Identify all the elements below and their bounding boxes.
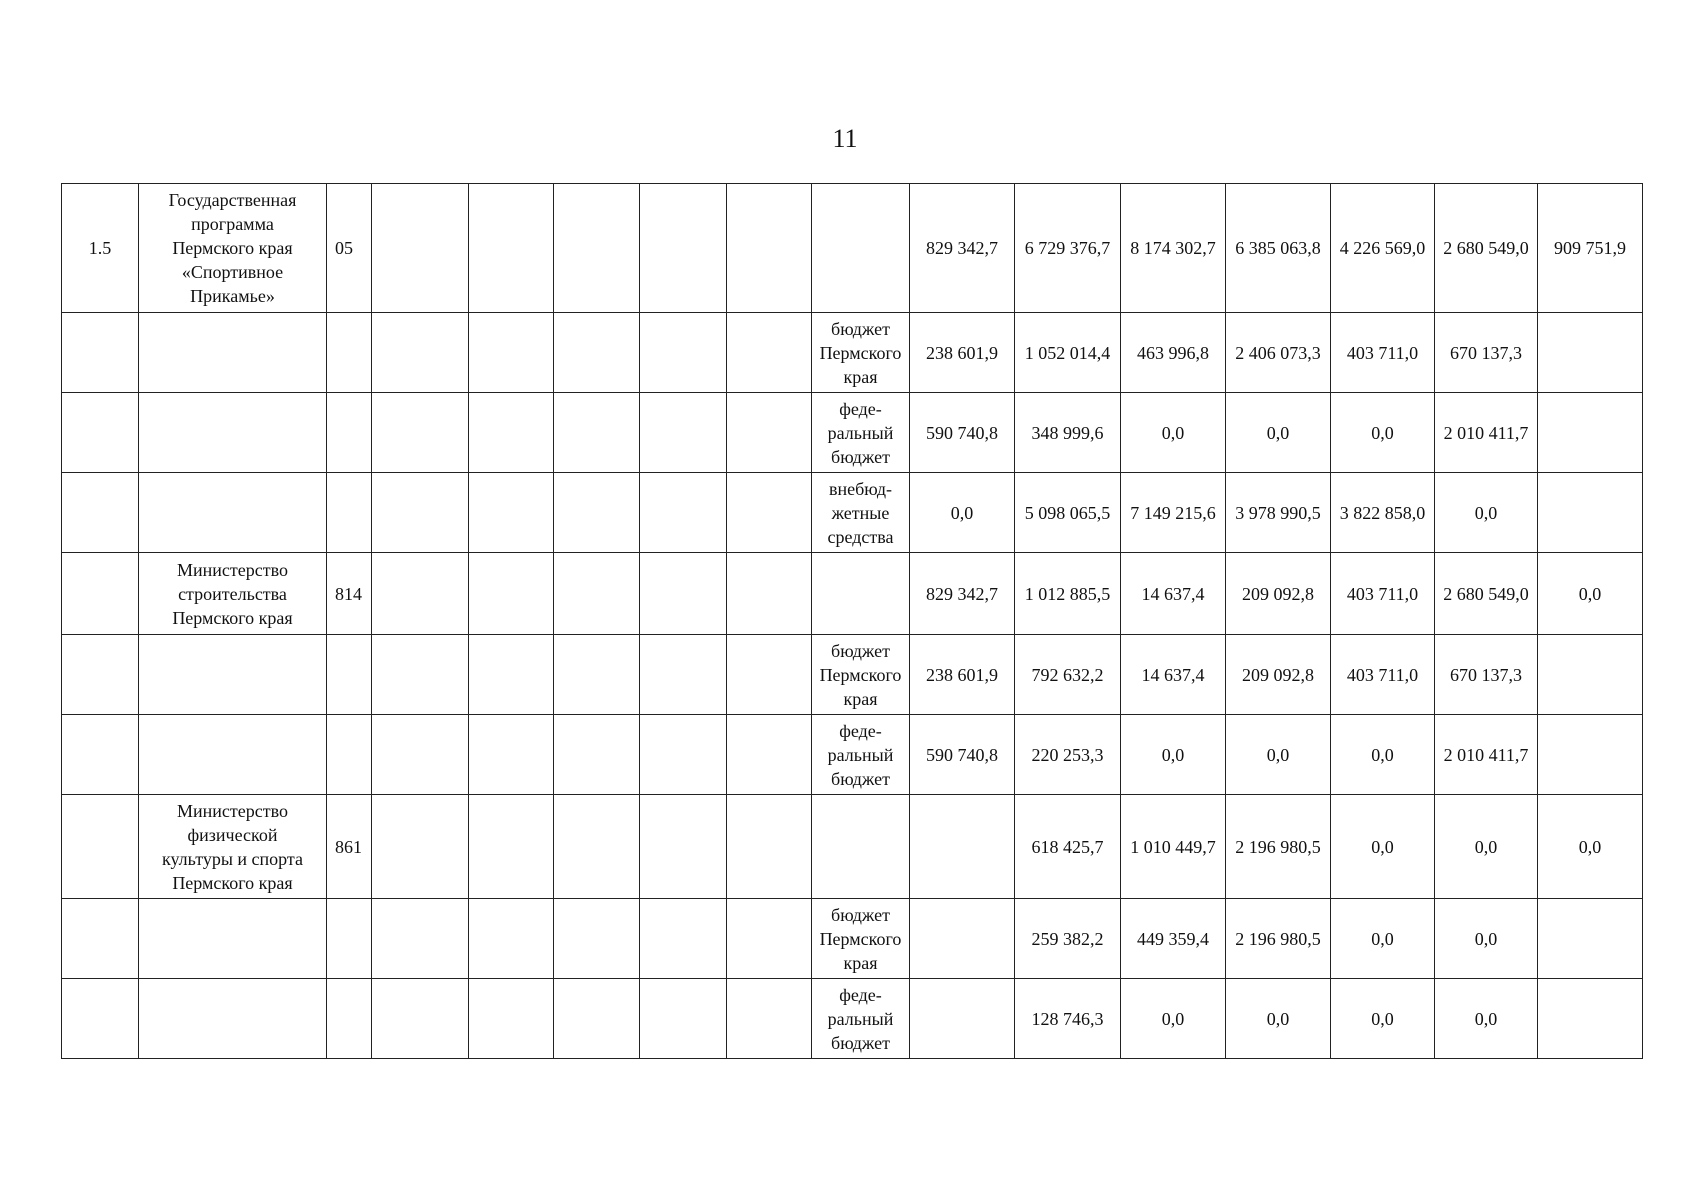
value-cell: 403 711,0 — [1331, 635, 1435, 715]
table-row — [62, 313, 1643, 393]
funding-source-line: бюджет — [831, 640, 890, 661]
row-index-cell: 1.5 — [62, 184, 139, 313]
funding-source-cell — [812, 184, 910, 313]
program-name-cell — [139, 313, 327, 393]
value-cell: 618 425,7 — [1015, 795, 1121, 899]
empty-cell — [640, 184, 727, 313]
row-index-cell — [62, 899, 139, 979]
empty-cell — [372, 473, 469, 553]
funding-source-cell — [812, 979, 910, 1059]
value-cell: 2 010 411,7 — [1435, 715, 1538, 795]
value-cell: 0,0 — [1121, 715, 1226, 795]
table-row — [62, 473, 1643, 553]
table-row — [62, 635, 1643, 715]
code-cell — [327, 979, 372, 1059]
value-cell: 449 359,4 — [1121, 899, 1226, 979]
funding-source-cell — [812, 393, 910, 473]
value-cell: 220 253,3 — [1015, 715, 1121, 795]
program-name-cell — [139, 184, 327, 313]
value-cell: 0,0 — [1121, 393, 1226, 473]
funding-source-line: бюджет — [831, 1032, 890, 1053]
row-index-cell — [62, 715, 139, 795]
program-name-line: Министерство — [177, 559, 288, 580]
empty-cell — [469, 473, 554, 553]
funding-source-line: феде- — [839, 398, 882, 419]
empty-cell — [554, 393, 640, 473]
table-row — [62, 795, 1643, 899]
empty-cell — [640, 795, 727, 899]
value-cell: 128 746,3 — [1015, 979, 1121, 1059]
program-name-line: строительства — [178, 583, 287, 604]
program-name-line: физической — [187, 824, 278, 845]
program-name-line: Пермского края — [172, 238, 293, 258]
empty-cell — [640, 635, 727, 715]
empty-cell — [554, 553, 640, 635]
empty-cell — [727, 393, 812, 473]
empty-cell — [727, 313, 812, 393]
row-index-cell — [62, 795, 139, 899]
value-cell — [1538, 635, 1643, 715]
value-cell: 5 098 065,5 — [1015, 473, 1121, 553]
row-index-cell — [62, 473, 139, 553]
value-cell: 590 740,8 — [910, 393, 1015, 473]
funding-source-line: края — [843, 688, 878, 709]
value-cell: 0,0 — [1226, 715, 1331, 795]
empty-cell — [554, 635, 640, 715]
value-cell: 0,0 — [1226, 979, 1331, 1059]
empty-cell — [469, 635, 554, 715]
funding-source-cell — [812, 553, 910, 635]
funding-source-line: ральный — [827, 744, 894, 765]
empty-cell — [469, 313, 554, 393]
page-number: 11 — [832, 124, 858, 153]
value-cell: 14 637,4 — [1121, 553, 1226, 635]
value-cell: 3 822 858,0 — [1331, 473, 1435, 553]
funding-source-line: бюджет — [831, 904, 890, 925]
empty-cell — [554, 184, 640, 313]
value-cell: 0,0 — [1331, 979, 1435, 1059]
empty-cell — [554, 313, 640, 393]
code-cell — [327, 313, 372, 393]
value-cell: 3 978 990,5 — [1226, 473, 1331, 553]
empty-cell — [727, 795, 812, 899]
value-cell: 6 729 376,7 — [1015, 184, 1121, 313]
value-cell: 0,0 — [1435, 899, 1538, 979]
table-row — [62, 979, 1643, 1059]
program-name-cell — [139, 979, 327, 1059]
value-cell: 463 996,8 — [1121, 313, 1226, 393]
value-cell: 238 601,9 — [910, 635, 1015, 715]
empty-cell — [640, 313, 727, 393]
program-name-cell — [139, 393, 327, 473]
table-row — [62, 553, 1643, 635]
funding-source-line: бюджет — [831, 318, 890, 339]
value-cell: 0,0 — [1331, 393, 1435, 473]
empty-cell — [469, 553, 554, 635]
value-cell: 1 052 014,4 — [1015, 313, 1121, 393]
empty-cell — [727, 979, 812, 1059]
value-cell: 792 632,2 — [1015, 635, 1121, 715]
value-cell: 2 196 980,5 — [1226, 795, 1331, 899]
value-cell: 0,0 — [1331, 899, 1435, 979]
value-cell: 670 137,3 — [1435, 635, 1538, 715]
value-cell: 590 740,8 — [910, 715, 1015, 795]
code-cell: 861 — [327, 795, 372, 899]
value-cell — [1538, 473, 1643, 553]
value-cell — [910, 979, 1015, 1059]
empty-cell — [640, 715, 727, 795]
program-name-line: «Спортивное — [181, 262, 284, 282]
funding-source-line: феде- — [839, 984, 882, 1005]
row-index-cell — [62, 393, 139, 473]
program-name-line: Пермского края — [172, 872, 293, 893]
funding-source-cell — [812, 313, 910, 393]
empty-cell — [372, 393, 469, 473]
value-cell: 2 406 073,3 — [1226, 313, 1331, 393]
funding-source-line: Пермского — [819, 342, 902, 363]
value-cell: 829 342,7 — [910, 184, 1015, 313]
row-index-cell — [62, 635, 139, 715]
value-cell: 403 711,0 — [1331, 313, 1435, 393]
row-index-cell — [62, 979, 139, 1059]
value-cell: 348 999,6 — [1015, 393, 1121, 473]
empty-cell — [727, 553, 812, 635]
empty-cell — [727, 635, 812, 715]
value-cell: 670 137,3 — [1435, 313, 1538, 393]
value-cell — [1538, 899, 1643, 979]
empty-cell — [372, 635, 469, 715]
value-cell: 829 342,7 — [910, 553, 1015, 635]
empty-cell — [469, 795, 554, 899]
value-cell: 0,0 — [1435, 795, 1538, 899]
empty-cell — [469, 715, 554, 795]
table-row — [62, 899, 1643, 979]
empty-cell — [640, 979, 727, 1059]
funding-source-line: бюджет — [831, 446, 890, 467]
code-cell: 05 — [327, 184, 372, 313]
value-cell: 2 680 549,0 — [1435, 184, 1538, 313]
program-name-cell — [139, 795, 327, 899]
value-cell: 238 601,9 — [910, 313, 1015, 393]
empty-cell — [372, 553, 469, 635]
value-cell: 8 174 302,7 — [1121, 184, 1226, 313]
code-cell — [327, 715, 372, 795]
empty-cell — [469, 899, 554, 979]
value-cell — [1538, 979, 1643, 1059]
empty-cell — [727, 715, 812, 795]
program-name-line: Министерство — [177, 800, 288, 821]
value-cell: 0,0 — [1538, 553, 1643, 635]
empty-cell — [372, 184, 469, 313]
empty-cell — [554, 795, 640, 899]
value-cell: 209 092,8 — [1226, 553, 1331, 635]
empty-cell — [554, 715, 640, 795]
value-cell — [910, 899, 1015, 979]
value-cell: 2 680 549,0 — [1435, 553, 1538, 635]
empty-cell — [372, 313, 469, 393]
program-name-line: Прикамье» — [190, 286, 275, 306]
value-cell: 259 382,2 — [1015, 899, 1121, 979]
value-cell — [1538, 715, 1643, 795]
value-cell — [1538, 393, 1643, 473]
funding-source-line: внебюд- — [829, 478, 892, 499]
code-cell — [327, 473, 372, 553]
value-cell: 14 637,4 — [1121, 635, 1226, 715]
funding-source-cell — [812, 635, 910, 715]
program-name-line: культуры и спорта — [161, 848, 304, 869]
value-cell: 6 385 063,8 — [1226, 184, 1331, 313]
row-index-cell — [62, 553, 139, 635]
value-cell: 2 196 980,5 — [1226, 899, 1331, 979]
empty-cell — [554, 473, 640, 553]
funding-source-line: феде- — [839, 720, 882, 741]
empty-cell — [372, 979, 469, 1059]
code-cell — [327, 393, 372, 473]
empty-cell — [469, 393, 554, 473]
program-name-cell — [139, 553, 327, 635]
code-cell — [327, 899, 372, 979]
funding-source-line: ральный — [827, 1008, 894, 1029]
budget-table — [61, 183, 1643, 1059]
value-cell: 0,0 — [1435, 473, 1538, 553]
value-cell: 7 149 215,6 — [1121, 473, 1226, 553]
value-cell — [910, 795, 1015, 899]
value-cell: 0,0 — [910, 473, 1015, 553]
value-cell — [1538, 313, 1643, 393]
value-cell: 0,0 — [1331, 715, 1435, 795]
funding-source-line: жетные — [831, 502, 890, 523]
empty-cell — [372, 899, 469, 979]
code-cell — [327, 635, 372, 715]
empty-cell — [554, 899, 640, 979]
funding-source-line: Пермского — [819, 928, 902, 949]
empty-cell — [640, 553, 727, 635]
funding-source-line: края — [843, 952, 878, 973]
empty-cell — [727, 184, 812, 313]
funding-source-line: средства — [827, 526, 894, 547]
table-row — [62, 393, 1643, 473]
funding-source-cell — [812, 899, 910, 979]
value-cell: 1 010 449,7 — [1121, 795, 1226, 899]
table-row — [62, 715, 1643, 795]
empty-cell — [372, 795, 469, 899]
program-name-line: Государственная — [168, 190, 297, 210]
program-name-cell — [139, 899, 327, 979]
funding-source-line: Пермского — [819, 664, 902, 685]
empty-cell — [469, 979, 554, 1059]
empty-cell — [640, 899, 727, 979]
value-cell: 909 751,9 — [1538, 184, 1643, 313]
funding-source-cell — [812, 473, 910, 553]
funding-source-line: ральный — [827, 422, 894, 443]
value-cell: 209 092,8 — [1226, 635, 1331, 715]
program-name-line: Пермского края — [172, 607, 293, 628]
value-cell: 0,0 — [1538, 795, 1643, 899]
funding-source-line: бюджет — [831, 768, 890, 789]
funding-source-cell — [812, 795, 910, 899]
code-cell: 814 — [327, 553, 372, 635]
empty-cell — [372, 715, 469, 795]
table-row — [62, 184, 1643, 313]
empty-cell — [727, 899, 812, 979]
value-cell: 403 711,0 — [1331, 553, 1435, 635]
empty-cell — [727, 473, 812, 553]
value-cell: 2 010 411,7 — [1435, 393, 1538, 473]
empty-cell — [469, 184, 554, 313]
value-cell: 0,0 — [1226, 393, 1331, 473]
value-cell: 0,0 — [1435, 979, 1538, 1059]
empty-cell — [640, 473, 727, 553]
funding-source-line: края — [843, 366, 878, 387]
value-cell: 1 012 885,5 — [1015, 553, 1121, 635]
value-cell: 0,0 — [1331, 795, 1435, 899]
empty-cell — [640, 393, 727, 473]
empty-cell — [554, 979, 640, 1059]
value-cell: 0,0 — [1121, 979, 1226, 1059]
program-name-cell — [139, 635, 327, 715]
program-name-cell — [139, 473, 327, 553]
row-index-cell — [62, 313, 139, 393]
funding-source-cell — [812, 715, 910, 795]
value-cell: 4 226 569,0 — [1331, 184, 1435, 313]
program-name-line: программа — [191, 214, 274, 234]
program-name-cell — [139, 715, 327, 795]
